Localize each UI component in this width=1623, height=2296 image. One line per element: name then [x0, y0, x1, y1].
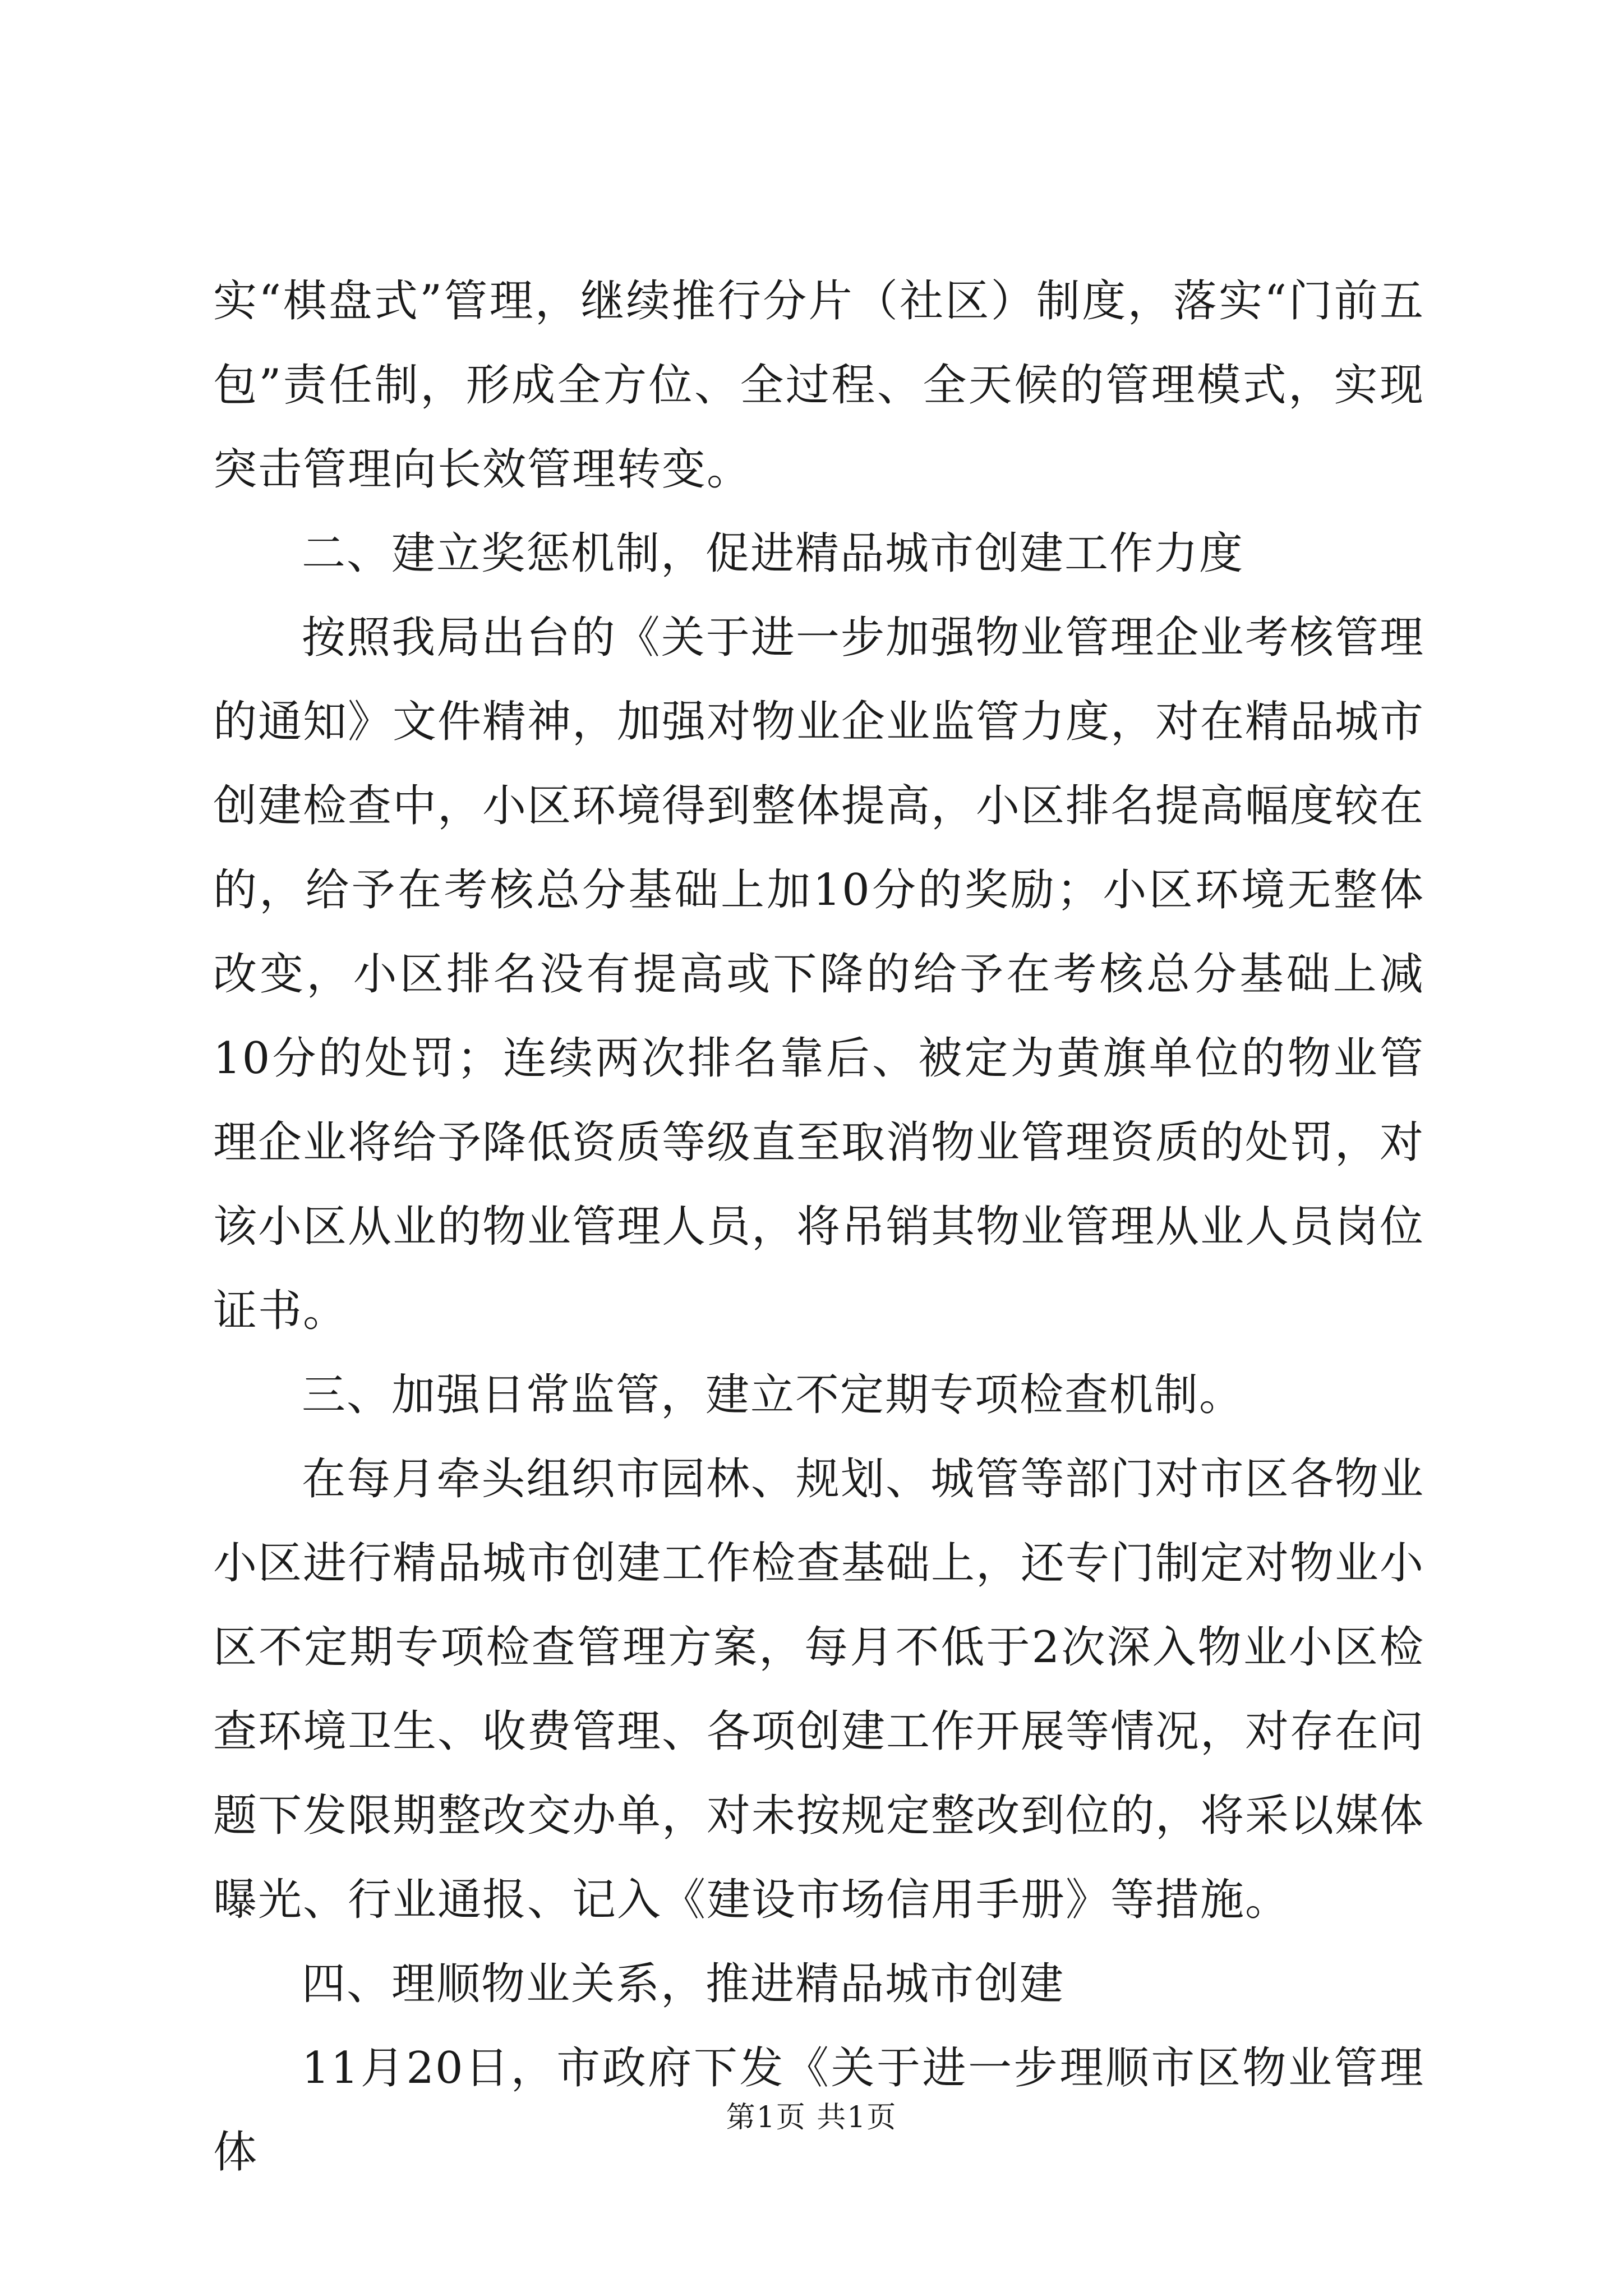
- section-heading-3: 三、加强日常监管，建立不定期专项检查机制。: [302, 1370, 1244, 1420]
- document-body: [213, 259, 1424, 2194]
- paragraph-rewards-penalties: 按照我局出台的《关于进一步加强物业管理企业考核管理的通知》文件精神，加强对物业企业监管力度，对在精品城市创建检查中，小区环境得到整体提高，小区排名提高幅度较在的，给予在考核总分基础上加10分的奖励；小区环境无整体改变，小区排名没有提高或下降的给予在考核总分基础上减10分的处罚；连续两次排名靠后、被定为黄旗单位的物业管理企业将给予降低资质等级直至取消物业管理资质的处罚，对该小区从业的物业管理人员，将吊销其物业管理从业人员岗位证书。: [213, 613, 1425, 1336]
- paragraph-continuation: 实“棋盘式”管理，继续推行分片（社区）制度，落实“门前五包”责任制，形成全方位、全过程、全天候的管理模式，实现突击管理向长效管理转变。: [213, 276, 1424, 495]
- page-footer: 第1页 共1页: [726, 2101, 897, 2134]
- section-heading-4: 四、理顺物业关系，推进精品城市创建: [302, 1959, 1065, 2009]
- paragraph-property-relations: 11月20日，市政府下发《关于进一步理顺市区物业管理体: [213, 2043, 1424, 2178]
- paragraph-inspection: 在每月牵头组织市园林、规划、城管等部门对市区各物业小区进行精品城市创建工作检查基础上，还专门制定对物业小区不定期专项检查管理方案，每月不低于2次深入物业小区检查环境卫生、收费管理、各项创建工作开展等情况，对存在问题下发限期整改交办单，对未按规定整改到位的，将采以媒体曝光、行业通报、记入《建设市场信用手册》等措施。: [213, 1454, 1425, 1925]
- section-heading-2: 二、建立奖惩机制，促进精品城市创建工作力度: [302, 528, 1244, 579]
